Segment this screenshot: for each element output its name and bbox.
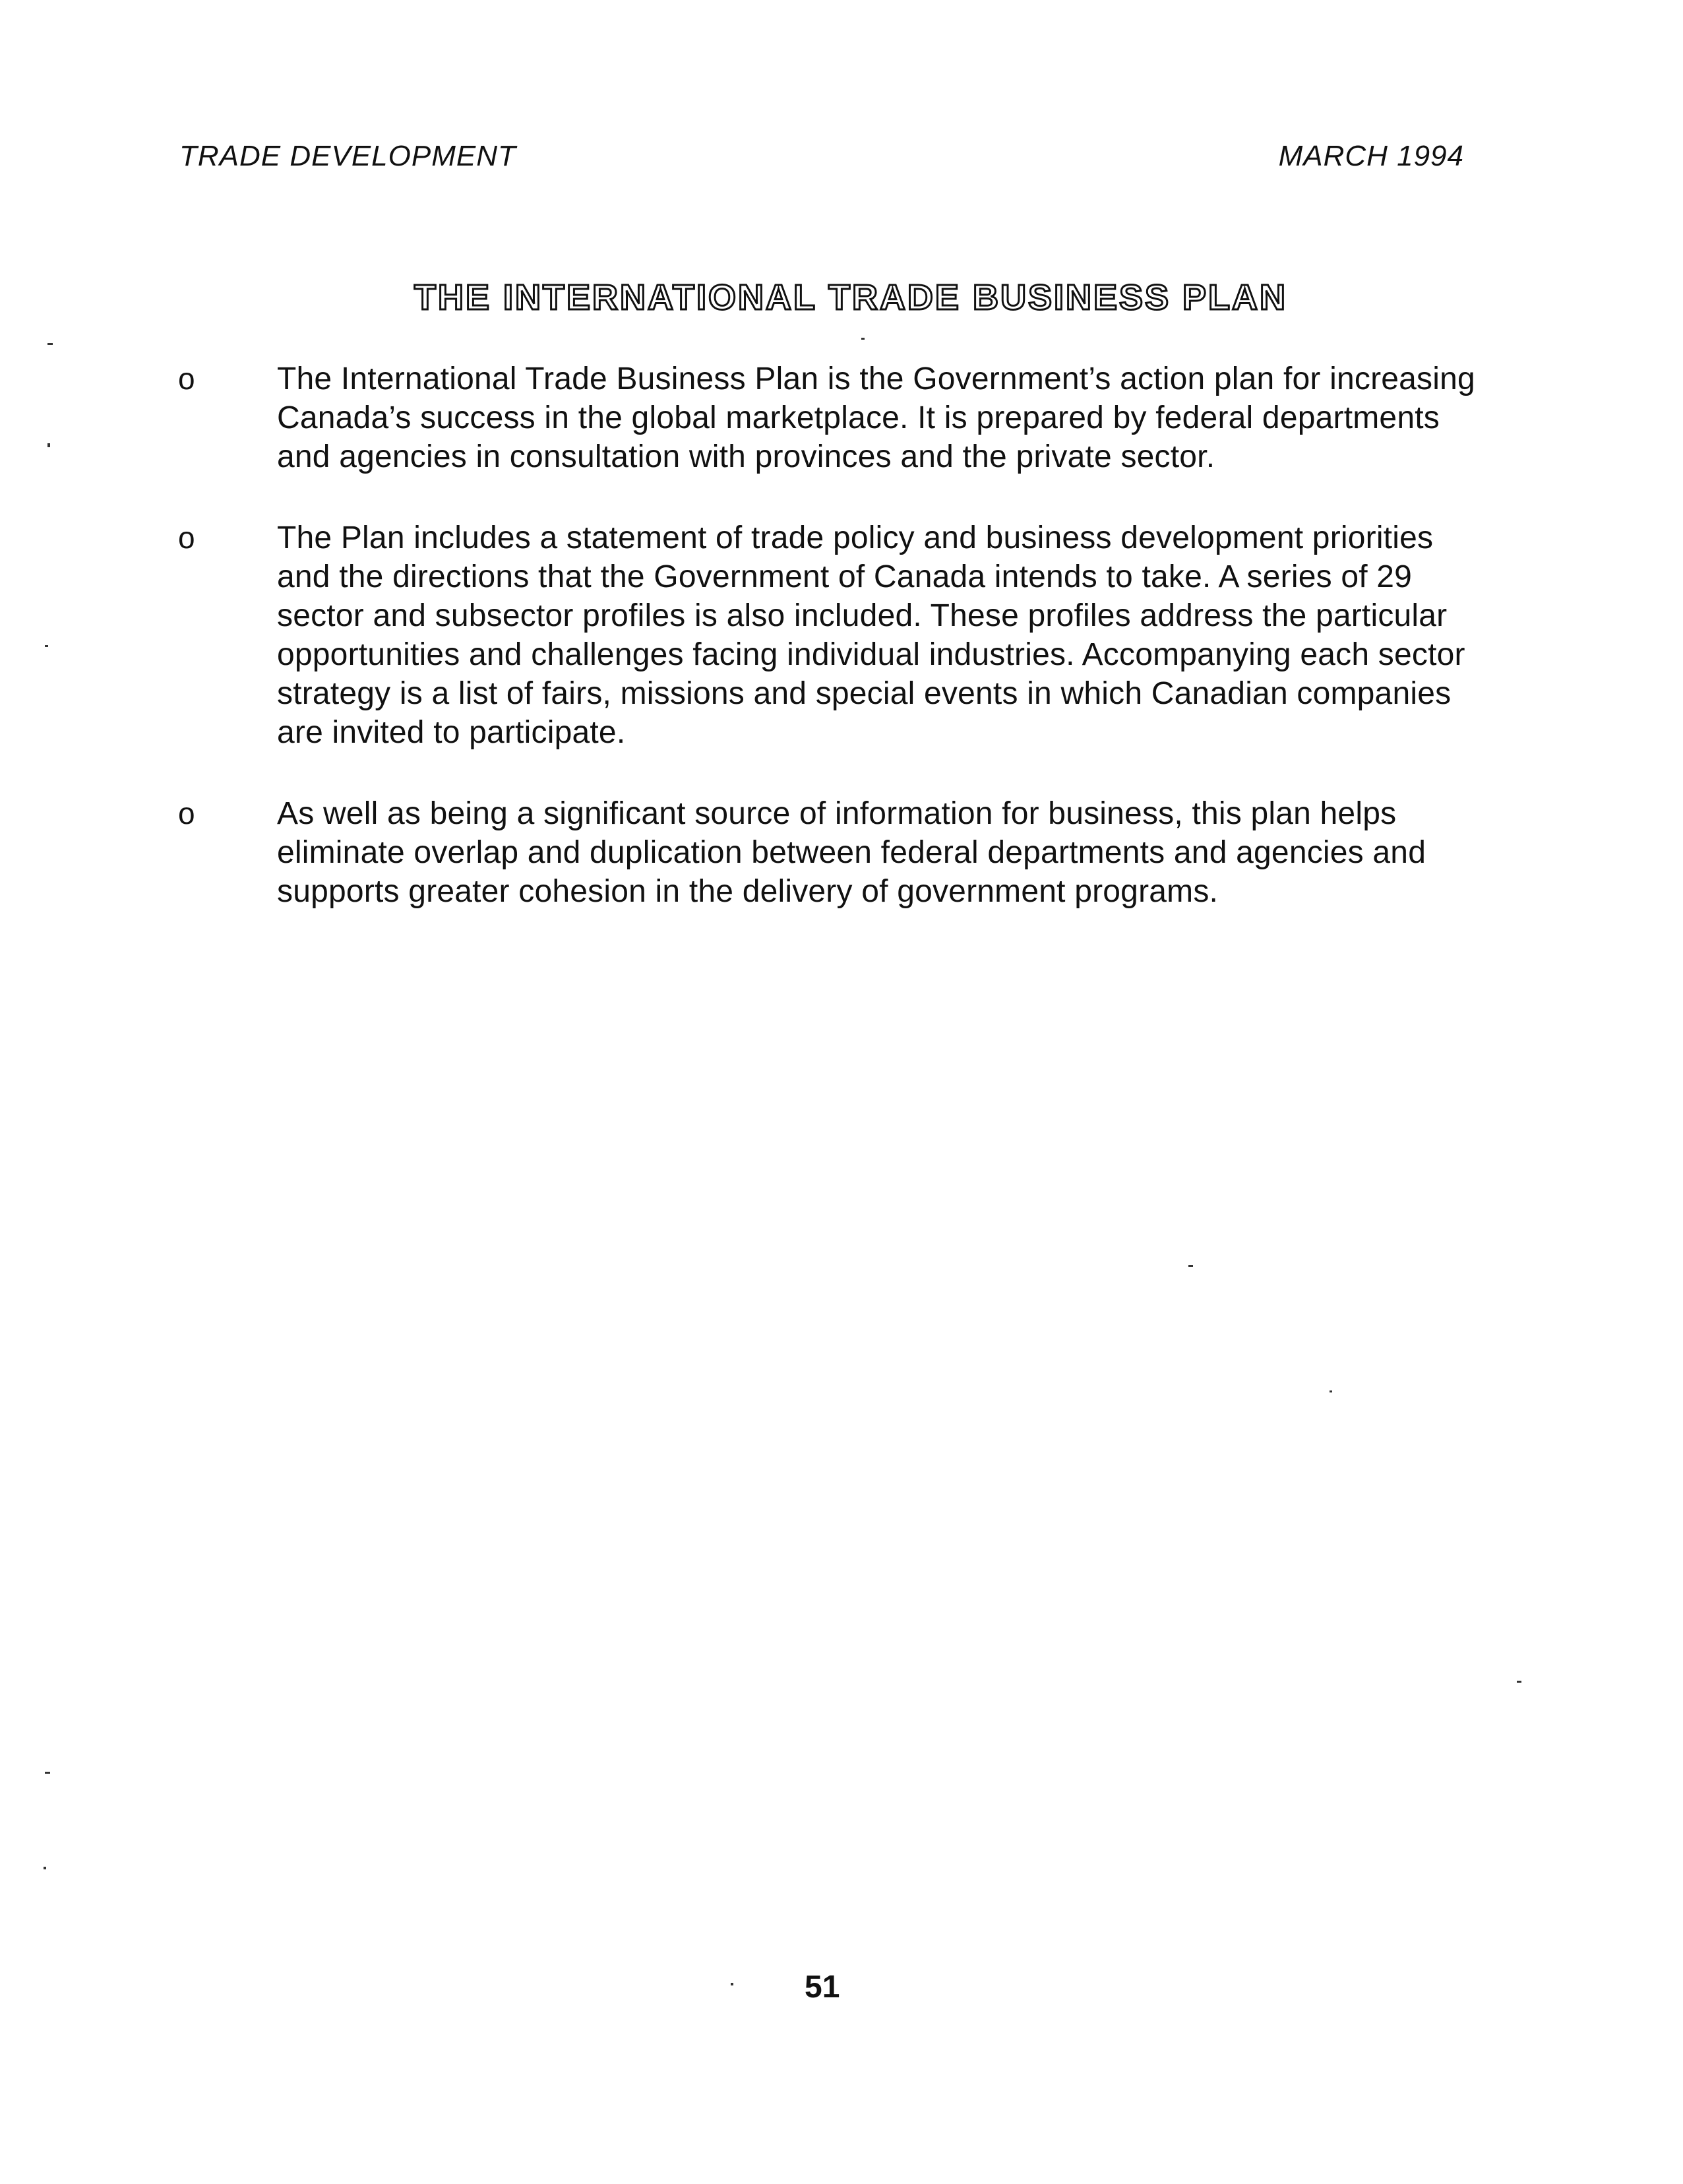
bullet-marker: o bbox=[178, 520, 195, 555]
scan-speck bbox=[44, 1867, 46, 1869]
bullet-item bbox=[178, 518, 1497, 752]
bullet-text: The Plan includes a statement of trade policy and business development priorities and the directions that the Government of Canada intends to take. A series of 29 sector and subsector profiles is also included. These profiles address the particular opportunities and challenges facing individual industries. Accompanying each sector strategy is a list of fairs, missions and special events in which Canadian companies are invited to participate. bbox=[277, 520, 1465, 750]
scan-speck bbox=[45, 645, 48, 647]
bullet-item bbox=[178, 359, 1497, 476]
bullet-marker: o bbox=[178, 361, 195, 396]
scan-speck bbox=[861, 338, 865, 340]
running-header-left: TRADE DEVELOPMENT bbox=[179, 140, 516, 172]
running-header-date: MARCH 1994 bbox=[1278, 140, 1464, 172]
bullet-text: As well as being a significant source of information for business, this plan helps eliminate overlap and duplication between federal departments and agencies and supports greater cohesion in the delivery of government programs. bbox=[277, 796, 1426, 909]
scan-speck bbox=[1517, 1681, 1521, 1683]
bullet-item bbox=[178, 794, 1497, 911]
page-title: THE INTERNATIONAL TRADE BUSINESS PLAN bbox=[413, 278, 1288, 317]
page-number: 51 bbox=[805, 1970, 840, 2005]
scan-speck bbox=[731, 1983, 733, 1985]
scan-speck bbox=[45, 1772, 50, 1774]
scan-speck bbox=[47, 343, 53, 345]
bullet-text: The International Trade Business Plan is the Government’s action plan for increasing Canada’s success in the global marketplace. It is prepared by federal departments and agencies in consultation with provinces and the private sector. bbox=[277, 361, 1475, 474]
scan-speck bbox=[1188, 1265, 1193, 1267]
scan-speck bbox=[47, 443, 50, 447]
bullet-marker: o bbox=[178, 796, 195, 830]
scan-speck bbox=[1330, 1390, 1332, 1392]
bullet-list bbox=[178, 359, 1497, 953]
